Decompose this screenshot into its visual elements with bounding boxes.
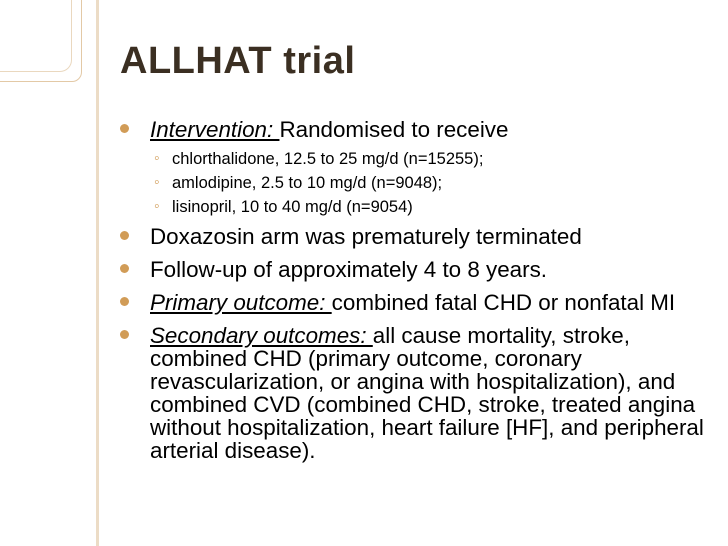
- bullet-text: combined fatal CHD or nonfatal MI: [331, 290, 676, 315]
- decorative-corner-frame: [0, 0, 92, 92]
- bullet-text: Follow-up of approximately 4 to 8 years.: [150, 257, 547, 282]
- hollow-circle-bullet-icon: ◦: [154, 198, 160, 215]
- hollow-circle-bullet-icon: ◦: [154, 174, 160, 191]
- bullet-lead: Primary outcome:: [150, 290, 332, 315]
- sub-item-text: chlorthalidone, 12.5 to 25 mg/d (n=15255);: [172, 150, 484, 168]
- bullet-item-secondary-outcomes: [120, 324, 715, 462]
- bullet-lead: Intervention:: [150, 117, 280, 142]
- bullet-item-intervention: [120, 118, 715, 219]
- bullet-icon: [120, 124, 129, 133]
- sub-item-amlodipine: [150, 171, 715, 195]
- sub-bullet-list: [150, 147, 715, 219]
- bullet-item-follow-up: [120, 258, 715, 281]
- bullet-text: Randomised to receive: [279, 117, 509, 142]
- bullet-icon: [120, 264, 129, 273]
- bullet-text: Doxazosin arm was prematurely terminated: [150, 224, 582, 249]
- bullet-icon: [120, 231, 129, 240]
- slide-title: ALLHAT trial: [120, 40, 356, 82]
- bullet-icon: [120, 297, 129, 306]
- sub-item-chlorthalidone: [150, 147, 715, 171]
- hollow-circle-bullet-icon: ◦: [154, 150, 160, 167]
- decorative-vertical-rule: [96, 0, 99, 546]
- bullet-item-primary-outcome: [120, 291, 715, 314]
- sub-item-text: amlodipine, 2.5 to 10 mg/d (n=9048);: [172, 174, 443, 192]
- bullet-list: [120, 118, 715, 472]
- sub-item-lisinopril: [150, 195, 715, 219]
- bullet-lead: Secondary outcomes:: [150, 323, 373, 348]
- sub-item-text: lisinopril, 10 to 40 mg/d (n=9054): [172, 198, 413, 216]
- bullet-item-doxazosin: [120, 225, 715, 248]
- bullet-text: all cause mortality, stroke, combined CHD (primary outcome, coronary revascularization, or angina with hospitalization), and combined CVD (combined CHD, stroke, treated angina without hospitalization, heart failure [HF], and peripheral arterial disease).: [150, 323, 704, 463]
- bullet-icon: [120, 330, 129, 339]
- corner-square-inner: [0, 0, 72, 72]
